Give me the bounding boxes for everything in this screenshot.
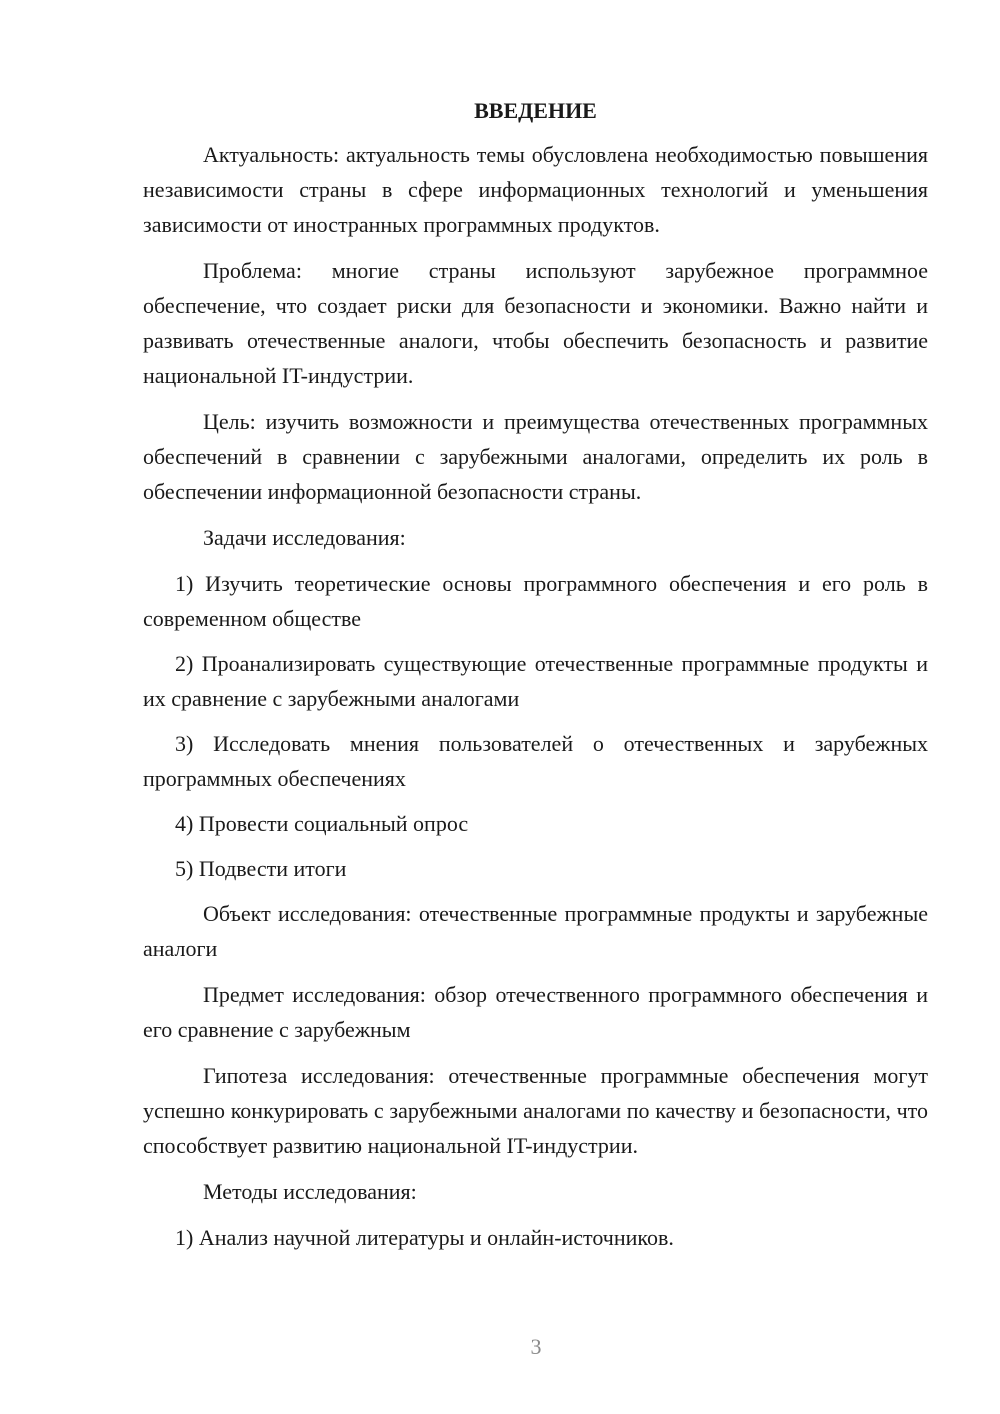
list-item: 3) Исследовать мнения пользователей о отечественных и зарубежных программных обеспечениях xyxy=(143,731,928,791)
list-item: 5) Подвести итоги xyxy=(175,856,347,881)
list-item: 2) Проанализировать существующие отечественные программные продукты и их сравнение с зарубежными аналогами xyxy=(143,651,928,711)
tasks-list xyxy=(143,566,928,886)
document-page xyxy=(143,96,928,1265)
page-number: 3 xyxy=(530,1334,542,1359)
list-item: 1) Анализ научной литературы и онлайн-источников. xyxy=(175,1225,674,1250)
object-paragraph: Объект исследования: отечественные программные продукты и зарубежные аналоги xyxy=(143,901,928,961)
subject-paragraph: Предмет исследования: обзор отечественного программного обеспечения и его сравнение с зарубежным xyxy=(143,982,928,1042)
list-item: 1) Изучить теоретические основы программного обеспечения и его роль в современном обществе xyxy=(143,571,928,631)
hypothesis-paragraph: Гипотеза исследования: отечественные программные обеспечения могут успешно конкурировать с зарубежными аналогами по качеству и безопасности, что способствует развитию национальной IT-индустрии. xyxy=(143,1063,928,1158)
methods-title: Методы исследования: xyxy=(203,1179,417,1204)
relevance-paragraph: Актуальность: актуальность темы обусловлена необходимостью повышения независимости страны в сфере информационных технологий и уменьшения зависимости от иностранных программных продуктов. xyxy=(143,142,928,237)
tasks-title: Задачи исследования: xyxy=(203,525,406,550)
methods-list xyxy=(143,1220,928,1255)
goal-paragraph: Цель: изучить возможности и преимущества отечественных программных обеспечений в сравнении с зарубежными аналогами, определить их роль в обеспечении информационной безопасности страны. xyxy=(143,409,928,504)
section-heading: ВВЕДЕНИЕ xyxy=(474,98,597,123)
problem-paragraph: Проблема: многие страны используют зарубежное программное обеспечение, что создает риски для безопасности и экономики. Важно найти и развивать отечественные аналоги, чтобы обеспечить безопасность и развитие национальной IT-индустрии. xyxy=(143,258,928,388)
list-item: 4) Провести социальный опрос xyxy=(175,811,469,836)
